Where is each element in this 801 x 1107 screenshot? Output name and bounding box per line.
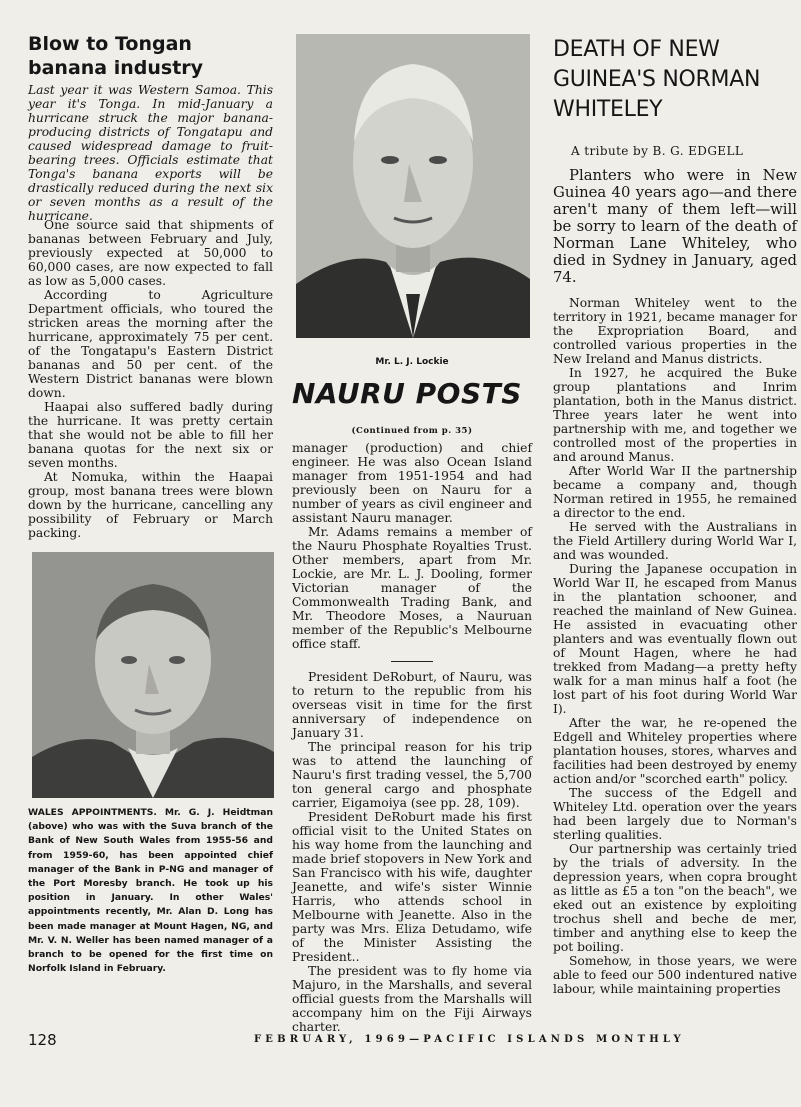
headline-whiteley: DEATH OF NEW GUINEA'S NORMAN WHITELEY [553, 37, 761, 122]
page-number: 128 [28, 1031, 57, 1049]
paragraph: Our partnership was certainly tried by the trials of adversity. In the depression years, when copra brought as little as £5 a ton "on the beach", we eked out an existence by exploiting trochus shell and beche de mer, timber and anything else to keep the pot boiling. [553, 842, 797, 954]
paragraph: At Nomuka, within the Haapai group, most banana trees were blown down by the hurricane, cancelling any possibility of February or March packing. [28, 470, 273, 540]
paragraph: He served with the Australians in the Field Artillery during World War I, and was wounded. [553, 520, 797, 562]
article-tonga-body [28, 218, 273, 540]
intro-tonga: Last year it was Western Samoa. This year it's Tonga. In mid-January a hurricane struck the major banana-producing districts of Tongatapu and caused widespread damage to fruit-bearing trees. Officials estimate that Tonga's banana exports will be drastically reduced during the next six or seven months as a result of the hurricane. [28, 83, 273, 223]
page-footer [0, 1029, 801, 1049]
paragraph: The principal reason for his trip was to attend the launching of Nauru's first trading vessel, the 5,700 ton general cargo and phosphate carrier, Eigamoiya (see pp. 28, 109). [292, 740, 532, 810]
lead-text: Planters who were in New Guinea 40 years ago—and there aren't many of them left—will be sorry to learn of the death of Norman Lane Whiteley, who died in Sydney in January, aged 74. [553, 167, 797, 286]
paragraph: In 1927, he acquired the Buke group plantations and Inrim plantation, both in the Manus district. Three years later he went into partnership with me, and together we controlled most of the properties in and around Manus. [553, 366, 797, 464]
wales-photo-caption: WALES APPOINTMENTS. Mr. G. J. Heidtman (above) who was with the Suva branch of the Bank of New South Wales from 1955-56 and from 1959-60, has been appointed chief manager of the Bank in P-NG and manager of the Port Moresby branch. He took up his position in January. In other Wales' appointments recently, Mr. Alan D. Long has been made manager at Mount Hagen, NG, and Mr. V. N. Weller has been named manager of a branch to be opened for the first time on Norfolk Island in February. [28, 807, 273, 975]
paragraph: Norman Whiteley went to the territory in 1921, became manager for the Expropriation Board, and controlled various properties in the New Ireland and Manus districts. [553, 296, 797, 366]
paragraph: The success of the Edgell and Whiteley Ltd. operation over the years had been largely due to Norman's sterling qualities. [553, 786, 797, 842]
paragraph: One source said that shipments of bananas between February and July, previously expected at 50,000 to 60,000 cases, are now expected to fall as low as 5,000 cases. [28, 218, 273, 288]
paragraph: manager (production) and chief engineer. He was also Ocean Island manager from 1951-1954 and had previously been on Nauru for a number of years as civil engineer and assistant Nauru manager. [292, 441, 532, 525]
paragraph: President DeRoburt made his first official visit to the United States on his way home from the launching and made brief stopovers in New York and San Francisco with his wife, daughter Jeanette, and wife's sister Winnie Harris, who attends school in Melbourne with Jeanette. Also in the party was Mrs. Eliza Detudamo, wife of the Minister Assisting the President.. [292, 810, 532, 964]
paragraph: President DeRoburt, of Nauru, was to return to the republic from his overseas visit in time for the first anniversary of independence on January 31. [292, 670, 532, 740]
paragraph: During the Japanese occupation in World War II, he escaped from Manus in the plantation schooner, and reached the mainland of New Guinea. He assisted in evacuating other planters and was eventually flown out of Mount Hagen, where he had trekked from Madang—a pretty hefty walk for a man minus half a foot (he lost part of his foot during World War I). [553, 562, 797, 716]
heidtman-portrait-photo [32, 552, 274, 798]
section-divider [391, 661, 433, 662]
masthead: FEBRUARY, 1969—PACIFIC ISLANDS MONTHLY [254, 1034, 685, 1045]
paragraph: After the war, he re-opened the Edgell and Whiteley properties where plantation houses, stores, wharves and facilities had been destroyed by enemy action and/or "scorched earth" policy. [553, 716, 797, 786]
lockie-photo-caption: Mr. L. J. Lockie [375, 357, 449, 367]
continued-note: (Continued from p. 35) [351, 426, 473, 436]
paragraph: After World War II the partnership became a company and, though Norman retired in 1955, he remained a director to the end. [553, 464, 797, 520]
paragraph: Haapai also suffered badly during the hurricane. It was pretty certain that she would not be able to fill her banana quotas for the next six or seven months. [28, 400, 273, 470]
paragraph: Mr. Adams remains a member of the Nauru Phosphate Royalties Trust. Other members, apart from Mr. Lockie, are Mr. L. J. Dooling, former Victorian manager of the Commonwealth Trading Bank, and Mr. Theodore Moses, a Nauruan member of the Republic's Melbourne office staff. [292, 525, 532, 651]
paragraph: According to Agriculture Department officials, who toured the stricken areas the morning after the hurricane, approximately 75 per cent. of the Tongatapu's Eastern District bananas and 50 per cent. of the Western District bananas were blown down. [28, 288, 273, 400]
article-whiteley-body [553, 296, 797, 996]
paragraph: The president was to fly home via Majuro, in the Marshalls, and several official guests from the Marshalls will accompany him on the Fiji Airways charter. [292, 964, 532, 1034]
paragraph: Somehow, in those years, we were able to feed our 500 indentured native labour, while maintaining properties [553, 954, 797, 996]
article-nauru-body [292, 441, 532, 1034]
lead-paragraph [553, 167, 797, 286]
headline-nauru: NAURU POSTS [292, 377, 522, 410]
byline: A tribute by B. G. EDGELL [571, 144, 744, 158]
portrait-image [32, 552, 274, 798]
portrait-image [296, 34, 530, 338]
lockie-portrait-photo [296, 34, 530, 338]
headline-tonga: Blow to Tongan banana industry [28, 33, 204, 79]
